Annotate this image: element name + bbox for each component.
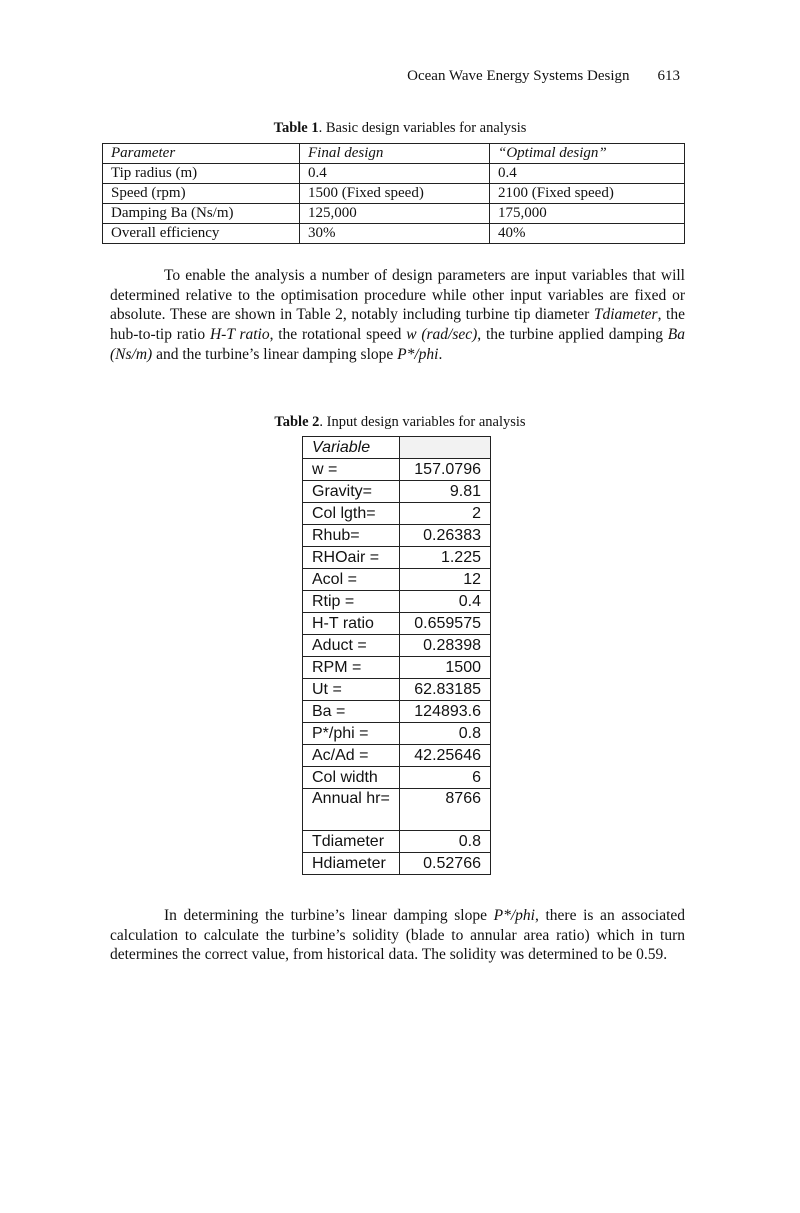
table2-caption-text: . Input design variables for analysis xyxy=(319,414,526,430)
text-run: , there is an associated calculation to calculate the turbine’s solidity (blade to annular area ratio) which in turn determines the correct value, from historical data. The solidity was determined to be 0.59. xyxy=(110,907,686,964)
text-run: , the rotational speed xyxy=(269,326,407,344)
variable-name: H-T ratio xyxy=(303,613,400,635)
variable-value: 2 xyxy=(400,503,491,525)
variable-name: Rhub= xyxy=(303,525,400,547)
variable-value: 157.0796 xyxy=(400,459,491,481)
variable-value: 1500 xyxy=(400,657,491,679)
table-cell: 175,000 xyxy=(490,204,685,224)
page-number: 613 xyxy=(657,68,680,84)
variable-name: Hdiameter xyxy=(303,853,400,875)
table-row xyxy=(303,789,491,831)
table-row xyxy=(103,204,685,224)
variable-value: 8766 xyxy=(400,789,491,831)
table-row xyxy=(303,723,491,745)
table-cell: 1500 (Fixed speed) xyxy=(300,184,490,204)
italic-term: Tdiameter xyxy=(593,306,658,324)
table-row xyxy=(303,547,491,569)
table1-label: Table 1 xyxy=(273,120,319,136)
table-row xyxy=(303,569,491,591)
italic-term: H-T ratio xyxy=(209,326,270,344)
table1-caption-text: . Basic design variables for analysis xyxy=(318,120,527,136)
table-cell: Overall efficiency xyxy=(103,224,300,244)
variable-name: Annual hr= xyxy=(303,789,400,831)
header-cell: Parameter xyxy=(103,144,300,164)
table-row xyxy=(303,745,491,767)
text-run: To enable the analysis a number of design parameters are input variables that will determined relative to the optimisation procedure while other input variables are fixed or absolute. These are shown in Table 2, notably including turbine tip diameter xyxy=(110,267,685,324)
variable-value: 62.83185 xyxy=(400,679,491,701)
variable-value: 0.4 xyxy=(400,591,491,613)
table-cell: 125,000 xyxy=(300,204,490,224)
variable-value: 124893.6 xyxy=(400,701,491,723)
table2-caption xyxy=(0,414,800,431)
table-cell: Damping Ba (Ns/m) xyxy=(103,204,300,224)
table-row xyxy=(303,679,491,701)
header-cell-empty xyxy=(400,437,491,459)
variable-name: Acol = xyxy=(303,569,400,591)
variable-name: Ut = xyxy=(303,679,400,701)
table-row xyxy=(103,164,685,184)
paragraph-design-parameters xyxy=(110,266,685,365)
variable-value: 9.81 xyxy=(400,481,491,503)
table-cell: 0.4 xyxy=(300,164,490,184)
text-run: and the turbine’s linear damping slope xyxy=(152,345,398,363)
table-row xyxy=(303,701,491,723)
variable-value: 0.659575 xyxy=(400,613,491,635)
italic-term: w (rad/sec) xyxy=(406,326,478,344)
table-cell: Speed (rpm) xyxy=(103,184,300,204)
variable-name: P*/phi = xyxy=(303,723,400,745)
variable-name: Gravity= xyxy=(303,481,400,503)
table-row xyxy=(103,184,685,204)
table-row xyxy=(303,503,491,525)
table-cell: 2100 (Fixed speed) xyxy=(490,184,685,204)
variable-value: 0.52766 xyxy=(400,853,491,875)
variable-value: 0.26383 xyxy=(400,525,491,547)
variable-value: 6 xyxy=(400,767,491,789)
variable-name: Col lgth= xyxy=(303,503,400,525)
table-cell: Tip radius (m) xyxy=(103,164,300,184)
table-row xyxy=(303,831,491,853)
running-head-title: Ocean Wave Energy Systems Design xyxy=(407,68,630,84)
variable-value: 0.8 xyxy=(400,723,491,745)
variable-value: 12 xyxy=(400,569,491,591)
table-row xyxy=(303,635,491,657)
table-row xyxy=(303,481,491,503)
table-cell: 0.4 xyxy=(490,164,685,184)
variable-name: Col width xyxy=(303,767,400,789)
table-row xyxy=(103,224,685,244)
table-header-row xyxy=(103,144,685,164)
variable-name: Ba = xyxy=(303,701,400,723)
variable-name: Tdiameter xyxy=(303,831,400,853)
header-cell: Variable xyxy=(303,437,400,459)
variable-name: w = xyxy=(303,459,400,481)
table-cell: 30% xyxy=(300,224,490,244)
text-run: , the hub-to-tip ratio xyxy=(110,306,685,344)
italic-term: P*/phi xyxy=(493,907,535,924)
table1-caption xyxy=(0,120,800,137)
variable-value: 0.28398 xyxy=(400,635,491,657)
variable-name: RPM = xyxy=(303,657,400,679)
variable-name: Ac/Ad = xyxy=(303,745,400,767)
table-row xyxy=(303,613,491,635)
table-row xyxy=(303,591,491,613)
table-row xyxy=(303,853,491,875)
table-row xyxy=(303,657,491,679)
variable-name: RHOair = xyxy=(303,547,400,569)
table-header-row xyxy=(303,437,491,459)
table-row xyxy=(303,767,491,789)
variable-value: 0.8 xyxy=(400,831,491,853)
italic-term: Ba (Ns/m) xyxy=(110,326,685,363)
table2-label: Table 2 xyxy=(274,414,320,430)
input-design-variables-table xyxy=(302,436,491,875)
table-row xyxy=(303,525,491,547)
variable-value: 42.25646 xyxy=(400,745,491,767)
variable-value: 1.225 xyxy=(400,547,491,569)
text-run: . xyxy=(438,345,443,363)
header-cell: “Optimal design” xyxy=(490,144,685,164)
italic-term: P*/phi xyxy=(397,345,439,363)
variable-name: Rtip = xyxy=(303,591,400,613)
running-head xyxy=(407,68,680,85)
paragraph-solidity xyxy=(110,906,685,965)
variable-name: Aduct = xyxy=(303,635,400,657)
header-cell: Final design xyxy=(300,144,490,164)
text-run: In determining the turbine’s linear damping slope xyxy=(164,907,494,924)
text-run: , the turbine applied damping xyxy=(477,326,668,344)
basic-design-variables-table xyxy=(102,143,685,244)
table-cell: 40% xyxy=(490,224,685,244)
table-row xyxy=(303,459,491,481)
